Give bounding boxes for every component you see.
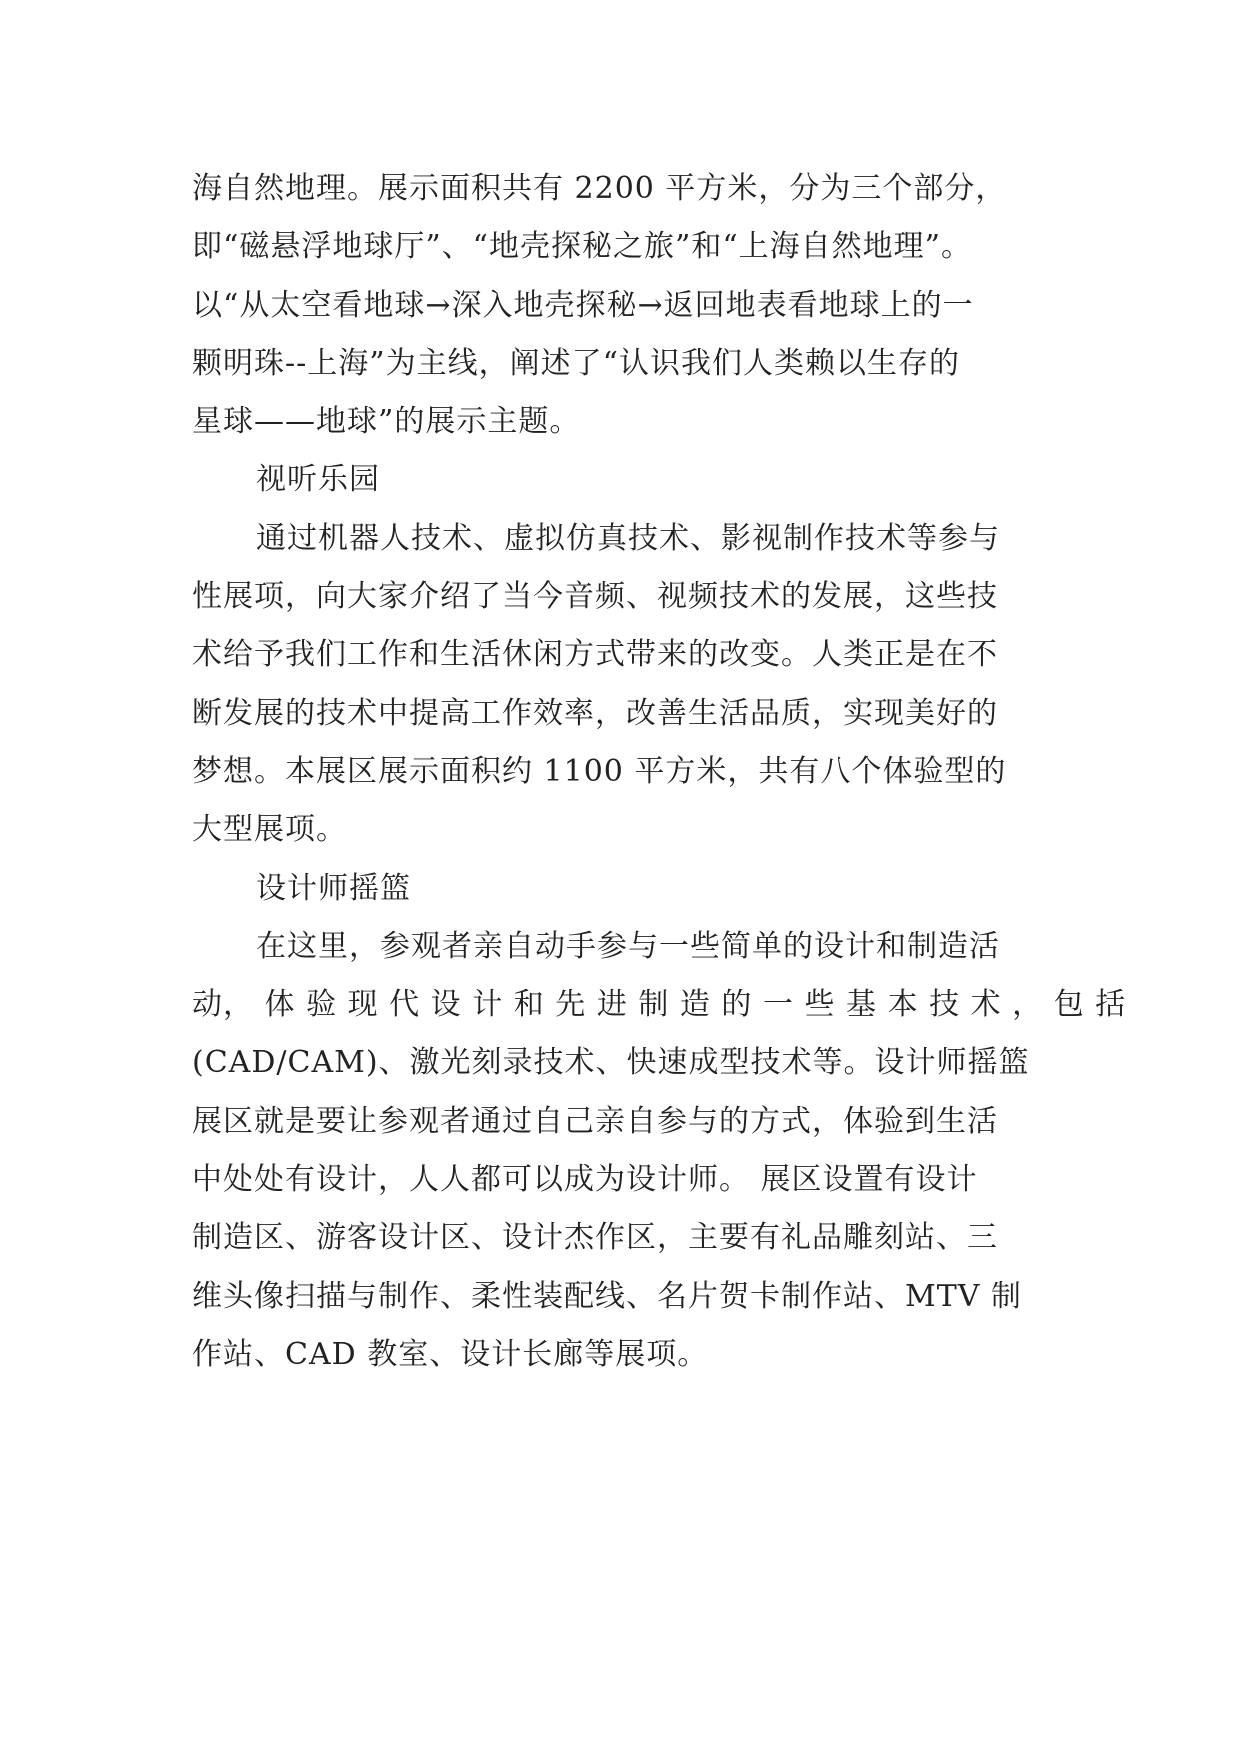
text-line: 展区就是要让参观者通过自己亲自参与的方式，体验到生活 bbox=[192, 1103, 998, 1139]
paragraph-earth-exhibit bbox=[192, 160, 1060, 451]
text-line: 作站、CAD 教室、设计长廊等展项。 bbox=[192, 1336, 709, 1372]
text-line: 性展项，向大家介绍了当今音频、视频技术的发展，这些技 bbox=[192, 579, 998, 615]
text-line: 通过机器人技术、虚拟仿真技术、影视制作技术等参与 bbox=[256, 520, 1000, 556]
text-line: 维头像扫描与制作、柔性装配线、名片贺卡制作站、MTV 制 bbox=[192, 1278, 1022, 1314]
text-line: 中处处有设计，人人都可以成为设计师。 展区设置有设计 bbox=[192, 1162, 978, 1198]
heading-text: 视听乐园 bbox=[256, 462, 380, 498]
document-body bbox=[192, 160, 1127, 1384]
text-line: 在这里，参观者亲自动手参与一些简单的设计和制造活 bbox=[256, 928, 1000, 964]
paragraph-designer-cradle bbox=[192, 918, 1127, 1384]
heading-text: 设计师摇篮 bbox=[256, 870, 411, 906]
text-line: 制造区、游客设计区、设计杰作区，主要有礼品雕刻站、三 bbox=[192, 1220, 998, 1256]
text-line: 以“从太空看地球→深入地壳探秘→返回地表看地球上的一 bbox=[192, 287, 974, 323]
text-line: 即“磁悬浮地球厅”、“地壳探秘之旅”和“上海自然地理”。 bbox=[192, 229, 973, 265]
text-line: (CAD/CAM)、激光刻录技术、快速成型技术等。设计师摇篮 bbox=[192, 1045, 1030, 1081]
text-line: 断发展的技术中提高工作效率，改善生活品质，实现美好的 bbox=[192, 695, 998, 731]
text-line: 动， 体 验 现 代 设 计 和 先 进 制 造 的 一 些 基 本 技 术 ， 包 括 bbox=[192, 987, 1127, 1023]
text-line: 大型展项。 bbox=[192, 812, 347, 848]
text-line: 海自然地理。展示面积共有 2200 平方米，分为三个部分， bbox=[192, 171, 1007, 206]
paragraph-audio-visual bbox=[192, 510, 1060, 860]
text-line: 梦想。本展区展示面积约 1100 平方米，共有八个体验型的 bbox=[192, 753, 1007, 789]
text-line: 颗明珠--上海”为主线，阐述了“认识我们人类赖以生存的 bbox=[192, 345, 960, 381]
section-heading-audio-visual bbox=[192, 451, 1060, 509]
section-heading-designer-cradle bbox=[192, 860, 1060, 918]
text-line: 星球——地球”的展示主题。 bbox=[192, 404, 581, 440]
text-line: 术给予我们工作和生活休闲方式带来的改变。人类正是在不 bbox=[192, 637, 998, 673]
